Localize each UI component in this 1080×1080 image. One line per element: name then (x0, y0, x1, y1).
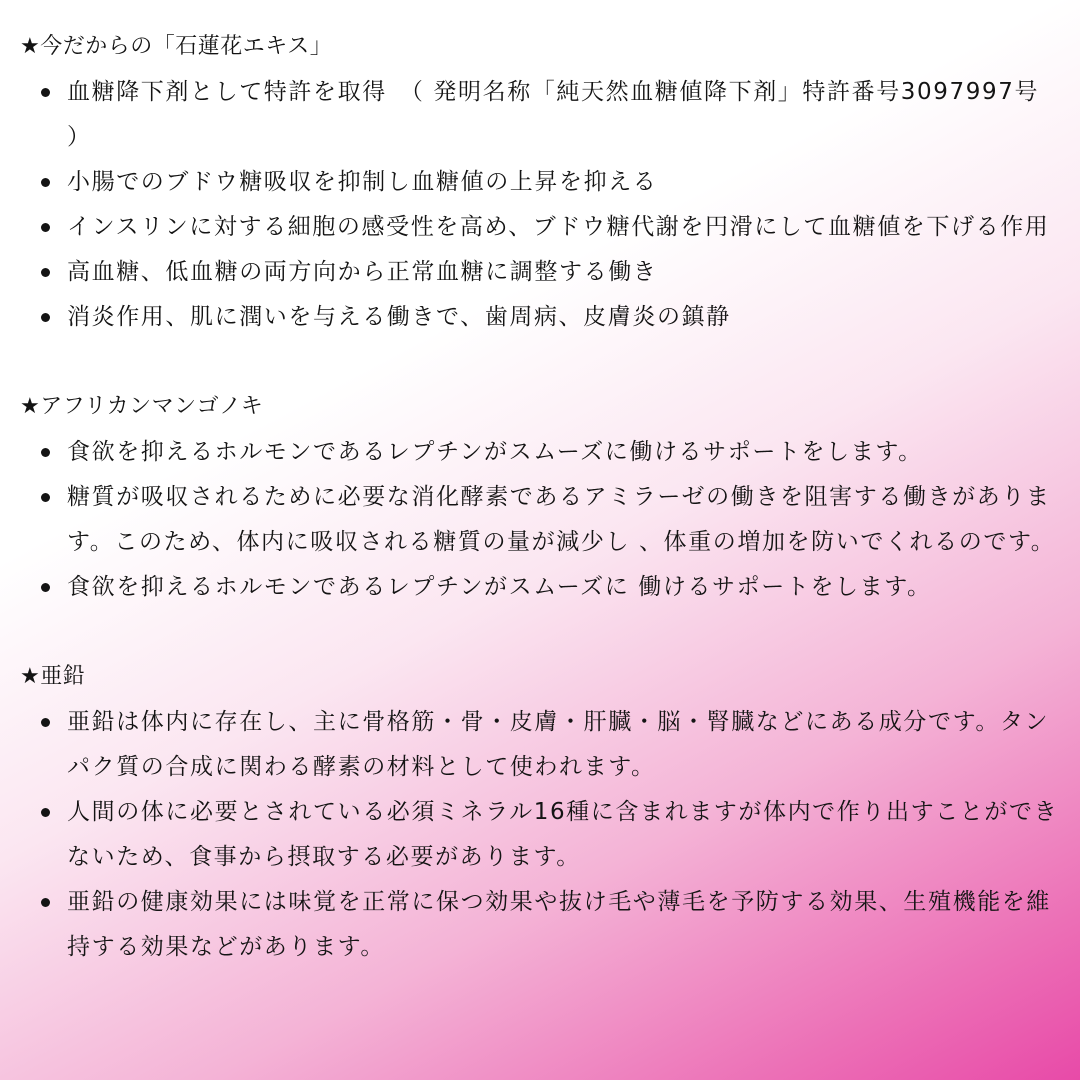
list-item-text: 食欲を抑えるホルモンであるレプチンがスムーズに働けるサポートをします。 (67, 439, 923, 465)
list-item (20, 205, 1060, 250)
section-african-mango (20, 384, 1060, 610)
list-item (20, 295, 1060, 340)
bullet-dot-icon (41, 493, 50, 502)
list-item-text: 消炎作用、肌に潤いを与える働きで、歯周病、皮膚炎の鎮静 (67, 304, 731, 330)
bullet-dot-icon (41, 898, 50, 907)
list-item-text: インスリンに対する細胞の感受性を高め、ブドウ糖代謝を円滑にして血糖値を下げる作用 (67, 214, 1050, 240)
bullet-dot-icon (41, 583, 50, 592)
bullet-dot-icon (41, 808, 50, 817)
list-item-text: 食欲を抑えるホルモンであるレプチンがスムーズに 働けるサポートをします。 (67, 574, 932, 600)
list-item (20, 475, 1060, 565)
list-item (20, 700, 1060, 790)
list-item-text: 亜鉛は体内に存在し、主に骨格筋・骨・皮膚・肝臓・脳・腎臓などにある成分です。タンパク質の合成に関わる酵素の材料として使われます。 (67, 709, 1050, 780)
bullet-dot-icon (41, 718, 50, 727)
bullet-list (20, 430, 1060, 610)
list-item-text: 血糖降下剤として特許を取得 （ 発明名称「純天然血糖値降下剤」特許番号3097997号 ） (67, 79, 1040, 150)
list-item (20, 70, 1060, 160)
list-item (20, 565, 1060, 610)
bullet-dot-icon (41, 448, 50, 457)
bullet-list (20, 700, 1060, 970)
list-item-text: 高血糖、低血糖の両方向から正常血糖に調整する働き (67, 259, 658, 285)
section-sekirenka (20, 24, 1060, 340)
section-title: ★亜鉛 (20, 664, 86, 689)
list-item-text: 小腸でのブドウ糖吸収を抑制し血糖値の上昇を抑える (67, 169, 658, 195)
list-item-text: 亜鉛の健康効果には味覚を正常に保つ効果や抜け毛や薄毛を予防する効果、生殖機能を維持する効果などがあります。 (67, 889, 1051, 960)
list-item-text: 糖質が吸収されるために必要な消化酵素であるアミラーゼの働きを阻害する働きがあります。このため、体内に吸収される糖質の量が減少し 、体重の増加を防いでくれるのです。 (67, 484, 1056, 555)
list-item (20, 160, 1060, 205)
list-item (20, 430, 1060, 475)
section-title: ★アフリカンマンゴノキ (20, 394, 264, 419)
list-item (20, 790, 1060, 880)
list-item (20, 880, 1060, 970)
bullet-dot-icon (41, 223, 50, 232)
bullet-dot-icon (41, 313, 50, 322)
section-zinc (20, 654, 1060, 970)
bullet-dot-icon (41, 268, 50, 277)
bullet-list (20, 70, 1060, 340)
bullet-dot-icon (41, 178, 50, 187)
bullet-dot-icon (41, 88, 50, 97)
section-title: ★今だからの「石蓮花エキス」 (20, 34, 333, 59)
list-item-text: 人間の体に必要とされている必須ミネラル16種に含まれますが体内で作り出すことができないため、食事から摂取する必要があります。 (67, 799, 1059, 870)
list-item (20, 250, 1060, 295)
